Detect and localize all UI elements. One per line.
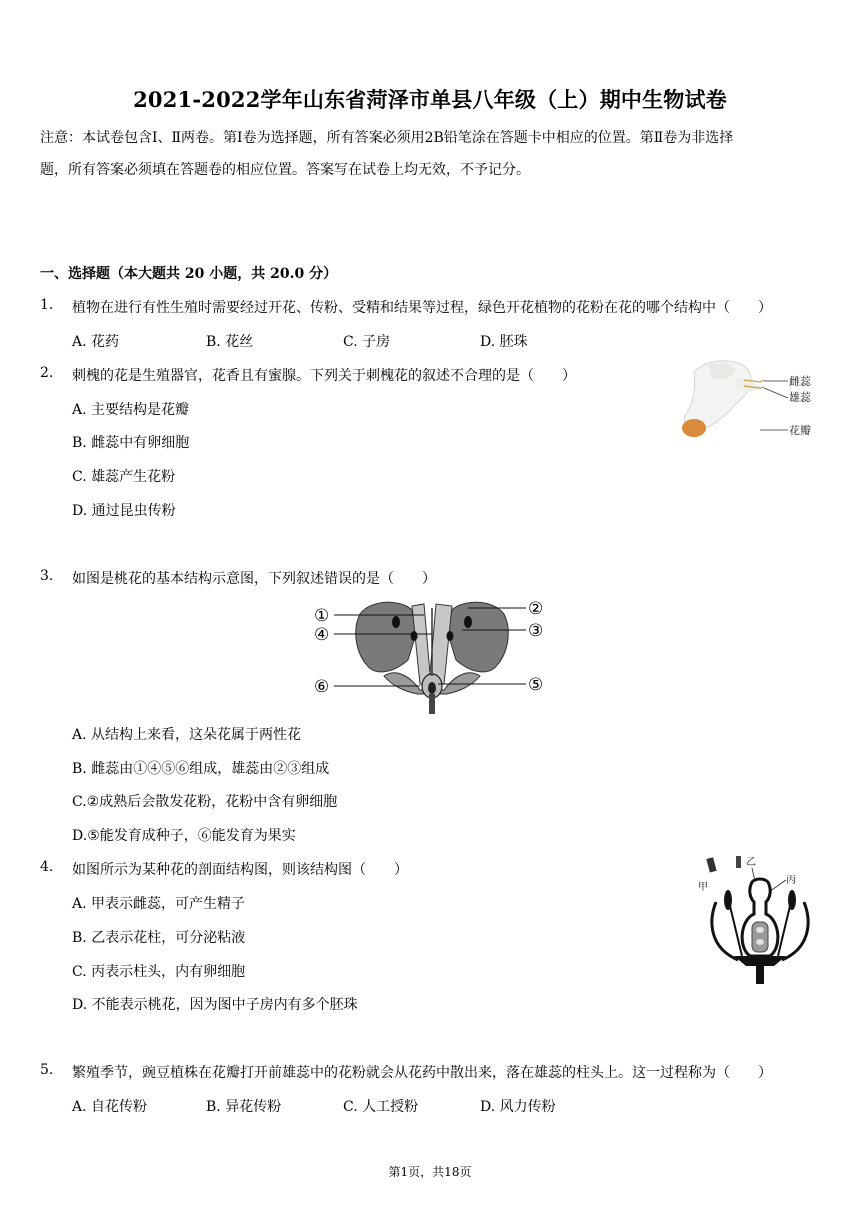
question-1-number: 1. <box>40 297 54 313</box>
option-text: 雌蕊中有卵细胞 <box>91 435 190 451</box>
ovule <box>428 682 436 694</box>
ovary-interior <box>752 922 768 952</box>
option-text: 主要结构是花瓣 <box>91 402 190 418</box>
ovule <box>756 939 764 945</box>
question-1-option-a <box>72 331 119 351</box>
label-3: ③ <box>528 621 544 641</box>
left-petal <box>712 902 738 960</box>
question-2-option-c <box>72 466 175 486</box>
option-letter: B. <box>72 435 87 451</box>
option-letter: A. <box>72 402 87 418</box>
question-4-option-a <box>72 893 245 913</box>
question-1-option-c <box>343 331 390 351</box>
option-text: 甲表示雌蕊，可产生精子 <box>91 896 246 912</box>
question-2-option-b <box>72 432 189 452</box>
option-letter: B. <box>206 1099 221 1115</box>
question-3-text: 如图是桃花的基本结构示意图，下列叙述错误的是（ ） <box>72 571 436 587</box>
option-text: 从结构上来看，这朵花属于两性花 <box>91 727 302 743</box>
question-3-option-b <box>72 758 329 778</box>
question-2-text: 刺槐的花是生殖器官，花香且有蜜腺。下列关于刺槐花的叙述不合理的是（ ） <box>72 368 576 384</box>
page-title: 2021-2022学年山东省菏泽市单县八年级（上）期中生物试卷 <box>133 87 727 112</box>
anther-mark <box>706 857 716 872</box>
receptacle <box>734 956 786 966</box>
question-3-option-a <box>72 724 301 744</box>
question-4-option-c <box>72 961 245 981</box>
option-letter: D. <box>480 334 496 350</box>
ovule <box>756 927 764 933</box>
label-5: ⑤ <box>528 675 544 695</box>
question-1-text: 植物在进行有性生殖时需要经过开花、传粉、受精和结果等过程，绿色开花植物的花粉在花的哪个结构中（ ） <box>72 300 772 316</box>
option-text: 风力传粉 <box>499 1099 556 1115</box>
option-text: 花药 <box>91 334 120 350</box>
option-letter: C. <box>72 794 87 810</box>
option-letter: A. <box>72 1099 87 1115</box>
label-bing: 丙 <box>786 875 796 886</box>
question-5-number: 5. <box>40 1062 54 1078</box>
question-5-option-a <box>72 1096 147 1116</box>
question-5-option-c <box>343 1096 418 1116</box>
figure-label-stamen: 雄蕊 <box>789 391 811 404</box>
question-3-option-d <box>72 825 296 845</box>
option-text: ⑤能发育成种子，⑥能发育为果实 <box>87 828 296 844</box>
figure-label-petal: 花瓣 <box>789 424 811 437</box>
option-text: 异花传粉 <box>225 1099 282 1115</box>
left-anther <box>724 890 732 910</box>
option-text: 雌蕊由①④⑤⑥组成，雄蕊由②③组成 <box>91 761 330 777</box>
notice-line-2: 题，所有答案必须填在答题卷的相应位置。答案写在试卷上均无效，不予记分。 <box>40 162 530 178</box>
option-letter: B. <box>72 761 87 777</box>
left-petal <box>356 602 416 672</box>
question-4-option-b <box>72 927 245 947</box>
stigma-mark <box>736 856 741 868</box>
option-text: 自花传粉 <box>91 1099 148 1115</box>
label-1: ① <box>314 606 330 626</box>
option-letter: D. <box>72 997 88 1013</box>
option-letter: A. <box>72 334 87 350</box>
option-letter: B. <box>206 334 221 350</box>
page-footer: 第1页，共18页 <box>388 1165 472 1179</box>
right-petal <box>782 902 808 960</box>
right-petal <box>448 602 508 672</box>
option-letter: D. <box>72 828 88 844</box>
option-letter: A. <box>72 727 87 743</box>
option-text: 乙表示花柱，可分泌粘液 <box>91 930 246 946</box>
section-heading: 一、选择题（本大题共 20 小题，共 20.0 分） <box>40 266 338 282</box>
label-line <box>764 388 788 398</box>
question-4-number: 4. <box>40 859 54 875</box>
anther-dot <box>447 631 454 641</box>
option-text: 不能表示桃花，因为图中子房内有多个胚珠 <box>91 997 358 1013</box>
peach-flower-diagram <box>312 594 552 716</box>
option-text: 通过昆虫传粉 <box>91 503 176 519</box>
question-5-option-d <box>480 1096 556 1116</box>
figure-label-pistil: 雌蕊 <box>789 375 811 388</box>
flower-section-diagram <box>694 852 826 986</box>
question-4-option-d <box>72 994 358 1014</box>
right-anther <box>788 890 796 910</box>
label-yi: 乙 <box>746 857 756 868</box>
question-2-option-a <box>72 399 189 419</box>
option-text: 花丝 <box>225 334 254 350</box>
anther-dot <box>411 631 418 641</box>
question-5-option-b <box>206 1096 281 1116</box>
question-2-number: 2. <box>40 365 54 381</box>
label-2: ② <box>528 599 544 619</box>
option-letter: D. <box>480 1099 496 1115</box>
flower-stalk <box>756 966 764 984</box>
option-text: 人工授粉 <box>362 1099 419 1115</box>
option-letter: C. <box>343 1099 358 1115</box>
anther-dot <box>464 616 472 628</box>
question-1-option-d <box>480 331 528 351</box>
calyx-shape <box>682 419 706 437</box>
locust-flower-figure <box>672 356 822 446</box>
option-letter: C. <box>72 964 87 980</box>
option-text: 雄蕊产生花粉 <box>91 469 176 485</box>
question-3-option-c <box>72 791 337 811</box>
option-text: 丙表示柱头，内有卵细胞 <box>91 964 246 980</box>
question-4-text: 如图所示为某种花的剖面结构图，则该结构图（ ） <box>72 862 408 878</box>
question-5-text: 繁殖季节，豌豆植株在花瓣打开前雄蕊中的花粉就会从花药中散出来，落在雄蕊的柱头上。这一过程称为（ ） <box>72 1065 772 1081</box>
option-letter: C. <box>343 334 358 350</box>
option-text: ②成熟后会散发花粉，花粉中含有卵细胞 <box>86 794 338 810</box>
stalk <box>429 694 435 714</box>
question-3-number: 3. <box>40 568 54 584</box>
option-letter: B. <box>72 930 87 946</box>
option-letter: A. <box>72 896 87 912</box>
left-filament <box>730 906 742 956</box>
anther-dot <box>392 616 400 628</box>
label-jia: 甲 <box>698 882 708 893</box>
question-1-option-b <box>206 331 253 351</box>
question-2-option-d <box>72 500 176 520</box>
option-text: 胚珠 <box>499 334 528 350</box>
label-4: ④ <box>314 625 330 645</box>
notice-line-1: 注意：本试卷包含Ⅰ、Ⅱ两卷。第Ⅰ卷为选择题，所有答案必须用2B铅笔涂在答题卡中相应的位置。第Ⅱ卷为非选择 <box>40 130 734 146</box>
option-letter: D. <box>72 503 88 519</box>
label-6: ⑥ <box>314 677 330 697</box>
option-letter: C. <box>72 469 87 485</box>
option-text: 子房 <box>362 334 391 350</box>
right-filament <box>778 906 790 956</box>
